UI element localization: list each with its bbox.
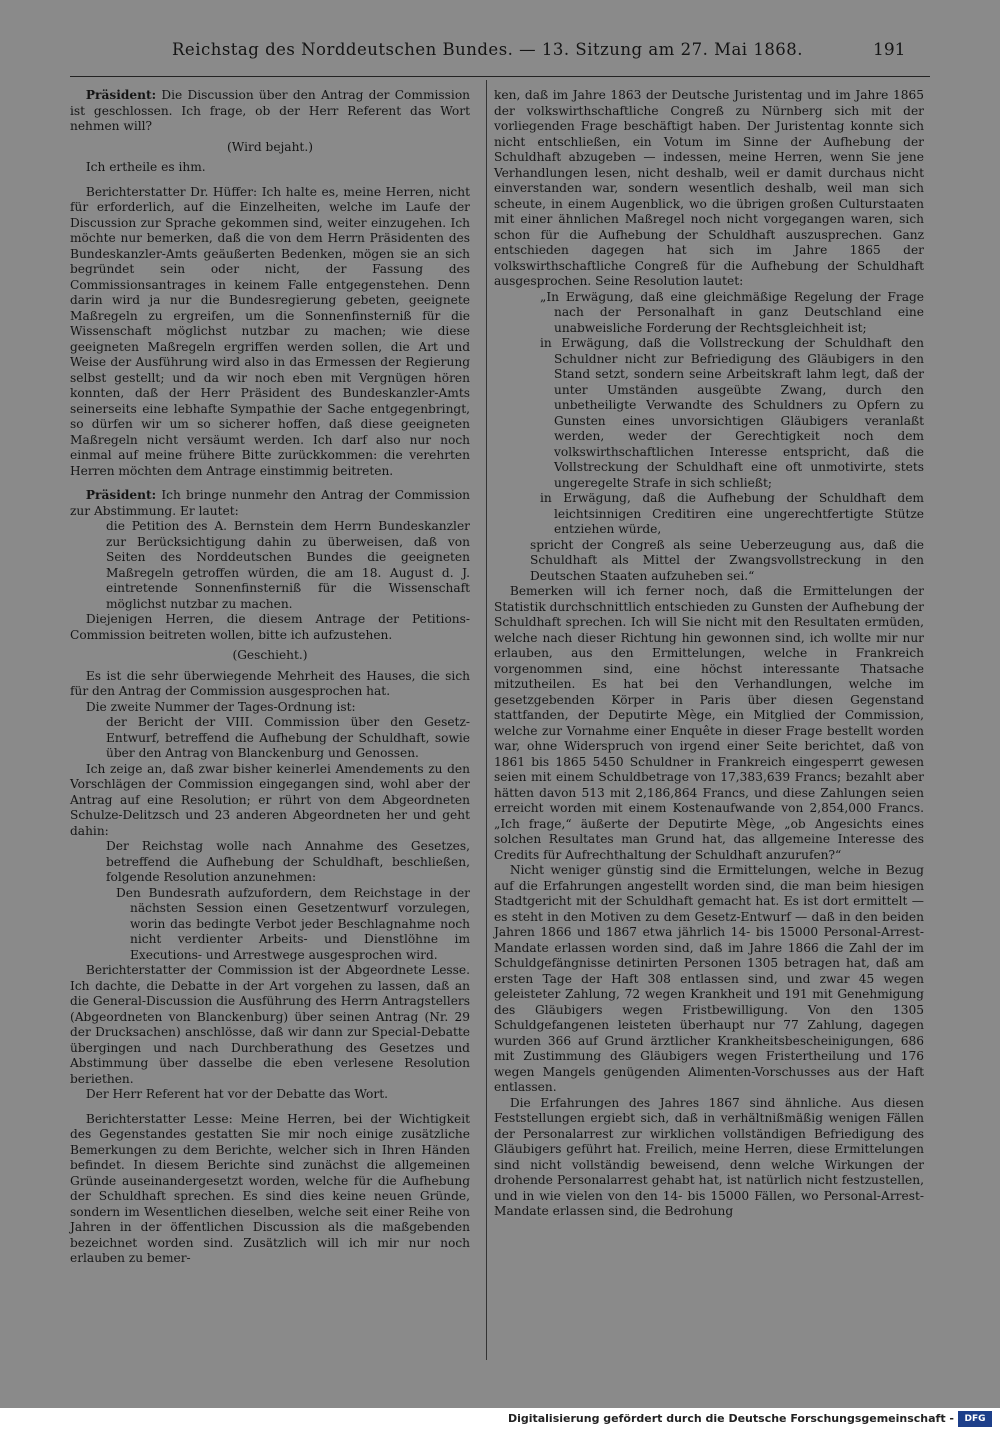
header-rule [70, 76, 930, 77]
paragraph [70, 886, 470, 964]
paragraph-text: in Erwägung, daß die Aufhebung der Schuldhaft dem leichtsinnigen Creditiren eine ungerechtfertigte Stütze entziehen würde, [540, 491, 924, 536]
speaker-label: Präsident: [85, 488, 157, 502]
page-number: 191 [873, 40, 906, 60]
paragraph [70, 839, 470, 886]
paragraph [70, 185, 470, 480]
paragraph-text: Die zweite Nummer der Tages-Ordnung ist: [85, 699, 356, 714]
paragraph-text: Die Erfahrungen des Jahres 1867 sind ähnliche. Aus diesen Feststellungen ergiebt sich, daß in verhältnißmäßig wenigen Fällen der Personalarrest zur wirklichen vollständigen Befriedigung des Gläubigers geführt hat. Freilich, meine Herren, diese Ermittelungen sind nicht vollständig beweisend, denn welche Wirkungen der drohende Personalarrest gehabt hat, ist natürlich nicht festzustellen, und in wie vielen von den 14- bis 15000 Fällen, wo Personal-Arrest-Mandate erlassen sind, die Bedrohung [494, 1095, 924, 1218]
running-title: Reichstag des Norddeutschen Bundes. — 13. Sitzung am 27. Mai 1868. [172, 40, 804, 59]
paragraph-text: Der Reichstag wolle nach Annahme des Gesetzes, betreffend die Aufhebung der Schuldhaft, beschließen, folgende Resolution anzunehmen: [106, 839, 470, 884]
paragraph-text: Nicht weniger günstig sind die Ermittelungen, welche in Bezug auf die Erfahrungen angestellt worden sind, die man beim hiesigen Stadtgericht mit der Schuldhaft gemacht hat. Es ist dort ermittelt — es steht in den Motiven zu dem Gesetz-Entwurf — daß in den beiden Jahren 1866 und 1867 etwa jährlich 14- bis 15000 Personal-Arrest-Mandate erlassen worden sind, daß im Jahre 1866 die Zahl der im Schuldgefängnisse detinirten Personen 1305 betragen hat, daß am ersten Tage der Haft 308 entlassen sind, und zwar 45 wegen geleisteter Zahlung, 72 wegen Krankheit und 191 mit Genehmigung des Gläubigers wegen Fristbewilligung. Von den 1305 Schuldgefangenen leisteten überhaupt nur 77 Zahlung, dagegen wurden 366 auf Grund ärztlicher Krankheitsbescheinigungen, 686 mit Zustimmung des Gläubigers wegen Fristertheilung und 176 wegen Mangels genügenden Alimenten-Vorschusses aus der Haft entlassen. [494, 863, 924, 1094]
paragraph [70, 612, 470, 643]
paragraph [494, 491, 924, 538]
right-column [494, 88, 924, 1220]
paragraph [70, 140, 470, 156]
paragraph-text: spricht der Congreß als seine Ueberzeugung aus, daß die Schuldhaft als Mittel der Zwangsvollstreckung in den Deutschen Staaten aufzuheben sei.“ [530, 537, 924, 583]
paragraph-text: Es ist die sehr überwiegende Mehrheit des Hauses, die sich für den Antrag der Commission ausgesprochen hat. [70, 668, 470, 698]
paragraph [70, 700, 470, 716]
paragraph [70, 762, 470, 840]
paragraph-text: in Erwägung, daß die Vollstreckung der Schuldhaft den Schuldner nicht zur Befriedigung des Gläubigers in den Stand setzt, sondern seine Arbeitskraft lahm legt, daß der unter Umständen ausgeübte Zwang, durch den unbetheiligte Verwandte des Schuldners zu Opfern zu Gunsten eines unvorsichtigen Gläubigers veranlaßt werden, weder der Gerechtigkeit noch dem volkswirthschaftlichen Interesse entspricht, daß die Vollstreckung der Schuldhaft eine oft unmotivirte, stets ungeregelte Strafe in sich schließt; [540, 336, 924, 490]
paragraph-text: „In Erwägung, daß eine gleichmäßige Regelung der Frage nach der Personalhaft in ganz Deutschland eine unabweisliche Forderung der Rechtsgleichheit ist; [540, 289, 924, 335]
paragraph-text: Diejenigen Herren, die diesem Antrage der Petitions-Commission beitreten wollen, bitte ich aufzustehen. [70, 612, 470, 642]
paragraph [494, 863, 924, 1096]
paragraph-text: Der Herr Referent hat vor der Debatte das Wort. [85, 1087, 388, 1101]
paragraph-text: Ich zeige an, daß zwar bisher keinerlei Amendements zu den Vorschlägen der Commission eingegangen sind, wohl aber der Antrag auf eine Resolution; er rührt von dem Abgeordneten Schulze-Delitzsch und 23 anderen Abgeordneten her und geht dahin: [70, 761, 470, 838]
paragraph-text: der Bericht der VIII. Commission über den Gesetz-Entwurf, betreffend die Aufhebung der Schuldhaft, sowie über den Antrag von Blanckenburg und Genossen. [106, 715, 470, 760]
paragraph [70, 715, 470, 762]
page-header [0, 40, 1000, 76]
footer-bar [0, 1408, 1000, 1432]
paragraph [494, 1096, 924, 1220]
paragraph [70, 963, 470, 1087]
left-column [70, 88, 470, 1267]
speaker-label: Präsident: [85, 88, 157, 102]
paragraph [494, 336, 924, 491]
paragraph-text: Ich bringe nunmehr den Antrag der Commission zur Abstimmung. Er lautet: [70, 488, 471, 518]
paragraph [494, 290, 924, 337]
paragraph-text: Berichterstatter Dr. Hüffer: Ich halte es, meine Herren, nicht für erforderlich, auf die Einzelheiten, welche im Laufe der Discussion zur Sprache gekommen sind, weiter einzugehen. Ich möchte nur bemerken, daß die von dem Herrn Präsidenten des Bundeskanzler-Amts geäußerten Bedenken, mögen sie an sich begründet sein oder nicht, der Fassung des Commissionsantrages in keinem Falle entgegenstehen. Denn darin wird ja nur die Bundesregierung gebeten, geeignete Maßregeln zu ergreifen, um die Sonnenfinsterniß für die Wissenschaft möglichst nutzbar zu machen; wie diese geeigneten Maßregeln ergriffen werden sollen, die Art und Weise der Ausführung wird also in das Ermessen der Regierung selbst gestellt; und da wir noch eben mit Vergnügen hören konnten, daß der Herr Präsident des Bundeskanzler-Amts seinerseits eine lebhafte Sympathie der Sache entgegenbringt, so dürfen wir um so sicherer hoffen, daß diese geeigneten Maßregeln nicht versäumt werden. Ich darf also nur noch einmal auf meine frühere Bitte zurückkommen: die verehrten Herren möchten dem Antrage einstimmig beitreten. [70, 184, 470, 478]
paragraph [70, 488, 470, 519]
paragraph-text: Berichterstatter Lesse: Meine Herren, bei der Wichtigkeit des Gegenstandes gestatten Sie mir noch einige zusätzliche Bemerkungen zu dem Berichte, welcher sich in Ihren Händen befindet. In diesem Berichte sind zunächst die allgemeinen Gründe auseinandergesetzt worden, welche für die Aufhebung der Schuldhaft sprechen. Es sind dies keine neuen Gründe, sondern im Wesentlichen dieselben, welche seit einer Reihe von Jahren in der öffentlichen Discussion als die maßgebenden bezeichnet worden sind. Zusätzlich will ich mir nur noch erlauben zu bemer- [70, 1111, 470, 1265]
paragraph [70, 648, 470, 664]
column-divider [486, 80, 487, 1360]
paragraph [494, 584, 924, 863]
paragraph [70, 519, 470, 612]
paragraph-text: ken, daß im Jahre 1863 der Deutsche Juristentag und im Jahre 1865 der volkswirthschaftliche Congreß zu Nürnberg sich mit der vorliegenden Frage beschäftigt haben. Der Juristentag konnte sich nicht entschließen, ein Votum im Sinne der Aufhebung der Schuldhaft abzugeben — indessen, meine Herren, wenn Sie jene Verhandlungen lesen, nicht deshalb, weil er damit durchaus nicht einverstanden war, sondern wesentlich deshalb, weil man sich scheute, in einem Augenblick, wo die übrigen großen Culturstaaten mit einer ähnlichen Maßregel noch nicht vorgegangen waren, sich schon für die Aufhebung der Schuldhaft auszusprechen. Ganz entschieden dagegen hat sich im Jahre 1865 der volkswirthschaftliche Congreß für die Aufhebung der Schuldhaft ausgesprochen. Seine Resolution lautet: [494, 88, 924, 288]
paragraph-text: Den Bundesrath aufzufordern, dem Reichstage in der nächsten Session einen Gesetzentwurf vorzulegen, worin das bedingte Verbot jeder Beschlagnahme noch nicht verdienter Arbeits- und Dienstlöhne im Executions- und Arrestwege ausgesprochen wird. [116, 885, 470, 962]
paragraph-text: Bemerken will ich ferner noch, daß die Ermittelungen der Statistik durchschnittlich entschieden zu Gunsten der Aufhebung der Schuldhaft sprechen. Ich will Sie nicht mit den Resultaten ermüden, welche nach dieser Richtung hin gewonnen sind, ich wollte mir nur erlauben, aus den Ermittelungen, welche in Frankreich vorgenommen sind, eine höchst interessante Thatsache mitzutheilen. Es hat bei den Verhandlungen, welche im gesetzgebenden Körper in Paris über diesen Gegenstand stattfanden, der Deputirte Mège, ein Mitglied der Commission, welche zur Vornahme einer Enquête in dieser Frage bestellt worden war, ohne Widerspruch von irgend einer Seite berichtet, daß von 1861 bis 1865 5450 Schuldner in Frankreich eingesperrt gewesen seien mit einem Schuldbetrage von 17,383,639 Francs; bezahlt aber hätten davon 513 mit 2,186,864 Francs, und diese Zahlungen seien erreicht worden mit einem Kostenaufwande von 2,854,000 Francs. „Ich frage,“ äußerte der Deputirte Mège, „ob Angesichts eines solchen Resultates man Grund hat, das allgemeine Interesse des Credits für Aufrechthaltung der Schuldhaft anzurufen?“ [494, 584, 924, 862]
paragraph-text: (Wird bejaht.) [227, 139, 313, 154]
paragraph-text: Berichterstatter der Commission ist der Abgeordnete Lesse. Ich dachte, die Debatte in der Art vorgehen zu lassen, daß an die General-Discussion die Ausführung des Herrn Antragstellers (Abgeordneten von Blanckenburg) über seinen Antrag (Nr. 29 der Drucksachen) anschlösse, daß wir dann zur Special-Debatte übergingen und nach Durchberathung des Gesetzes und Abstimmung über dasselbe die eben verlesene Resolution beriethen. [70, 963, 470, 1086]
footer-credit: Digitalisierung gefördert durch die Deutsche Forschungsgemeinschaft - [507, 1412, 954, 1425]
paragraph [494, 88, 924, 290]
paragraph-text: die Petition des A. Bernstein dem Herrn Bundeskanzler zur Berücksichtigung dahin zu überweisen, daß von Seiten des Norddeutschen Bundes die geeigneten Maßregeln getroffen würden, die am 18. August d. J. eintretende Sonnenfinsterniß für die Wissenschaft möglichst nutzbar zu machen. [106, 519, 470, 611]
paragraph-text: (Geschieht.) [232, 648, 308, 662]
paragraph-text: Ich ertheile es ihm. [85, 160, 206, 174]
paragraph [70, 1112, 470, 1267]
paragraph [70, 669, 470, 700]
paragraph [70, 88, 470, 135]
paragraph [70, 160, 470, 176]
paragraph [70, 1087, 470, 1103]
paragraph-text: Die Discussion über den Antrag der Commission ist geschlossen. Ich frage, ob der Herr Referent das Wort nehmen will? [70, 88, 471, 133]
dfg-logo: DFG [958, 1411, 992, 1427]
paragraph [494, 538, 924, 585]
